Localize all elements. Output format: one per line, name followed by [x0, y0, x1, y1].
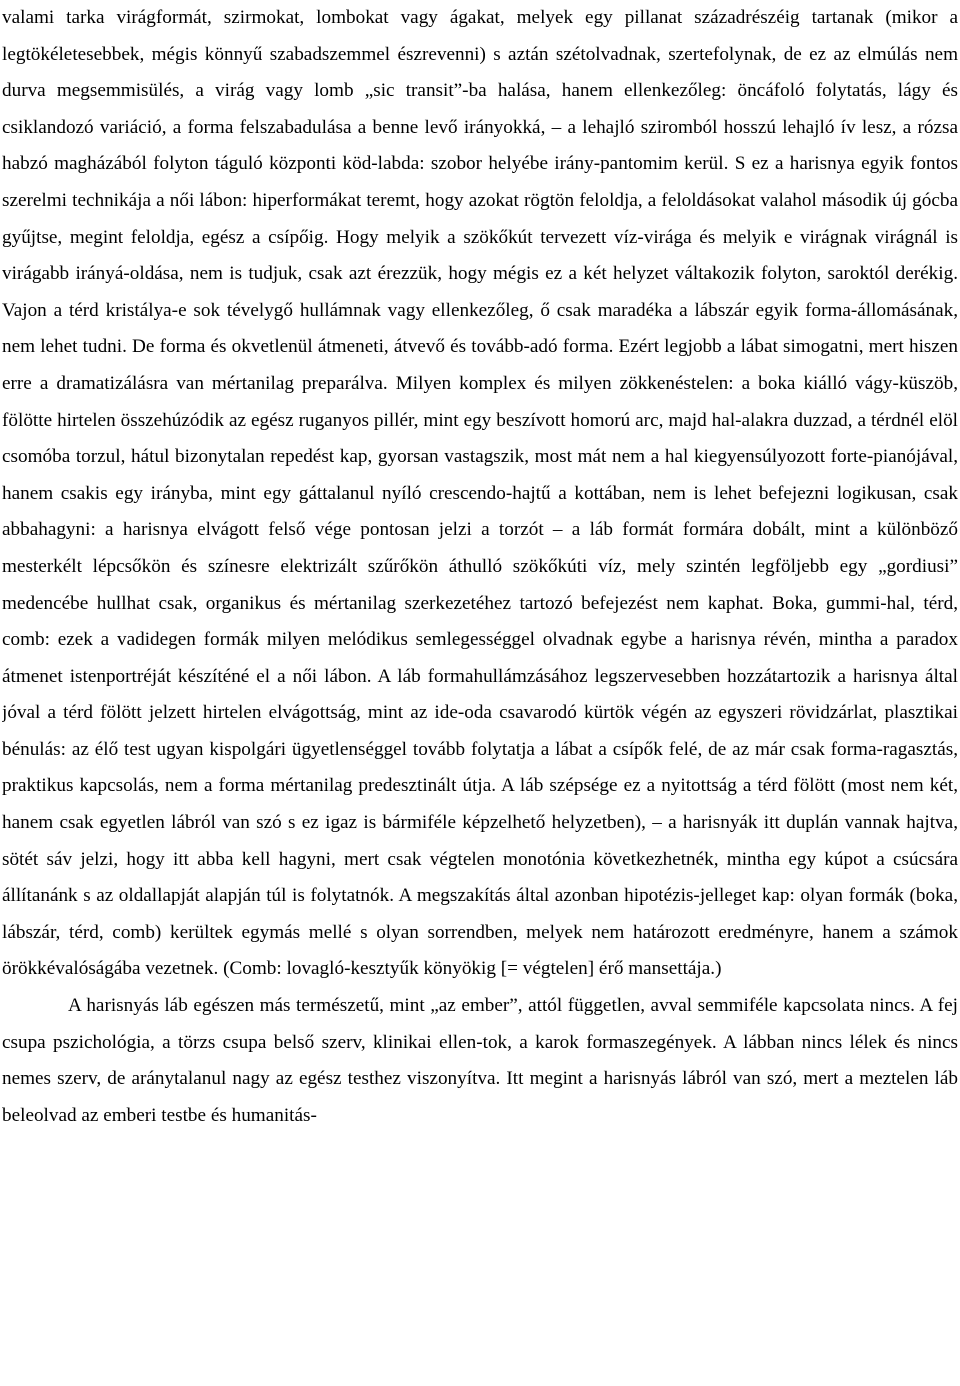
body-paragraph: A harisnyás láb egészen más természetű, mint „az ember”, attól független, avval semmiféle kapcsolata nincs. A fej csupa pszichológia, a törzs csupa belső szerv, klinikai ellen-tok, a karok formaszegények. A lábban nincs lélek és nincs nemes szerv, de aránytalanul nagy az egész testhez viszonyítva. Itt megint a harisnyás lábról van szó, mert a meztelen láb beleolvad az emberi testbe és humanitás- [2, 995, 958, 1126]
body-paragraph: valami tarka virágformát, szirmokat, lombokat vagy ágakat, melyek egy pillanat századrészéig tartanak (mikor a legtökéletesebbek, mégis könnyű szabadszemmel észrevenni) s aztán szétolvadnak, szertefolynak, de ez az elmúlás nem durva megsemmisülés, a virág vagy lomb „sic transit”-ba halása, hanem ellenkezőleg: öncáfoló folytatás, lágy és csiklandozó variáció, a forma felszabadulása a benne levő irányokká, – a lehajló sziromból hosszú lehajló ív lesz, a rózsa habzó magházából folyton táguló központi köd-labda: szobor helyébe irány-pantomim kerül. S ez a harisnya egyik fontos szerelmi technikája a női lábon: hiperformákat teremt, hogy azokat rögtön feloldja, a feloldásokat valahol második új gócba gyűjtse, megint feloldja, egész a csípőig. Hogy melyik a szökőkút tervezett víz-virága és melyik e virágnak virágnál is virágabb irányá-oldása, nem is tudjuk, csak azt érezzük, hogy mégis ez a két helyzet váltakozik folyton, saroktól derékig. Vajon a térd kristálya-e sok tévelygő hullámnak vagy ellenkezőleg, ő csak maradéka a lábszár egyik forma-állomásának, nem lehet tudni. De forma és okvetlenül átmeneti, átvevő és tovább-adó forma. Ezért legjobb a lábat simogatni, mert hiszen erre a dramatizálásra van mértanilag preparálva. Milyen komplex és milyen zökkenéstelen: a boka kiálló vágy-küszöb, fölötte hirtelen összehúzódik az egész ruganyos pillér, mint egy beszívott homorú arc, majd hal-alakra duzzad, a térdnél elöl csomóba torzul, hátul bizonytalan repedést kap, gyorsan vastagszik, most mát nem a hal kiegyensúlyozott forte-pianójával, hanem csakis egy irányba, mint egy gáttalanul nyíló crescendo-hajtű a kottában, nem is lehet befejezni logikusan, csak abbahagyni: a harisnya elvágott felső vége pontosan jelzi a torzót – a láb formát formára dobált, mint a különböző mesterkélt lépcsőkön és színesre elektrizált szűrőkön áthulló szökőkúti víz, mely szintén legföljebb egy „gordiusi” medencébe hullhat csak, organikus és mértanilag szerkezetéhez tartozó befejezést nem kaphat. Boka, gummi-hal, térd, comb: ezek a vadidegen formák milyen melódikus semlegességgel olvadnak egybe a harisnya révén, mintha a paradox átmenet istenportréját készíténé el a női lábon. A láb formahullámzásához legszervesebben hozzátartozik a harisnya által jóval a térd fölött jelzett hirtelen elvágottság, mint az ide-oda csavarodó kürtök végén az egyszeri rövidzárlat, plasztikai bénulás: az élő test ugyan kispolgári ügyetlenséggel tovább folytatja a lábat a csípők felé, de az már csak forma-ragasztás, praktikus kapcsolás, nem a forma mértanilag predesztinált útja. A láb szépsége ez a nyitottság a térd fölött (most nem két, hanem csak egyetlen lábról van szó s ez igaz is bármiféle képzelhető helyzetben), – a harisnyák itt duplán vannak hajtva, sötét sáv jelzi, hogy itt abba kell hagyni, mert csak végtelen monotónia következhetnék, mintha egy kúpot a csúcsára állítanánk s az oldallapját alapján túl is folytatnók. A megszakítás által azonban hipotézis-jelleget kap: olyan formák (boka, lábszár, térd, comb) kerültek egymás mellé s olyan sorrendben, melyek nem határozott eredményre, hanem a számok örökkévalóságába vezetnek. (Comb: lovagló-kesztyűk könyökig [= végtelen] érő mansettája.) [2, 7, 958, 980]
document-page [2, 0, 958, 1386]
